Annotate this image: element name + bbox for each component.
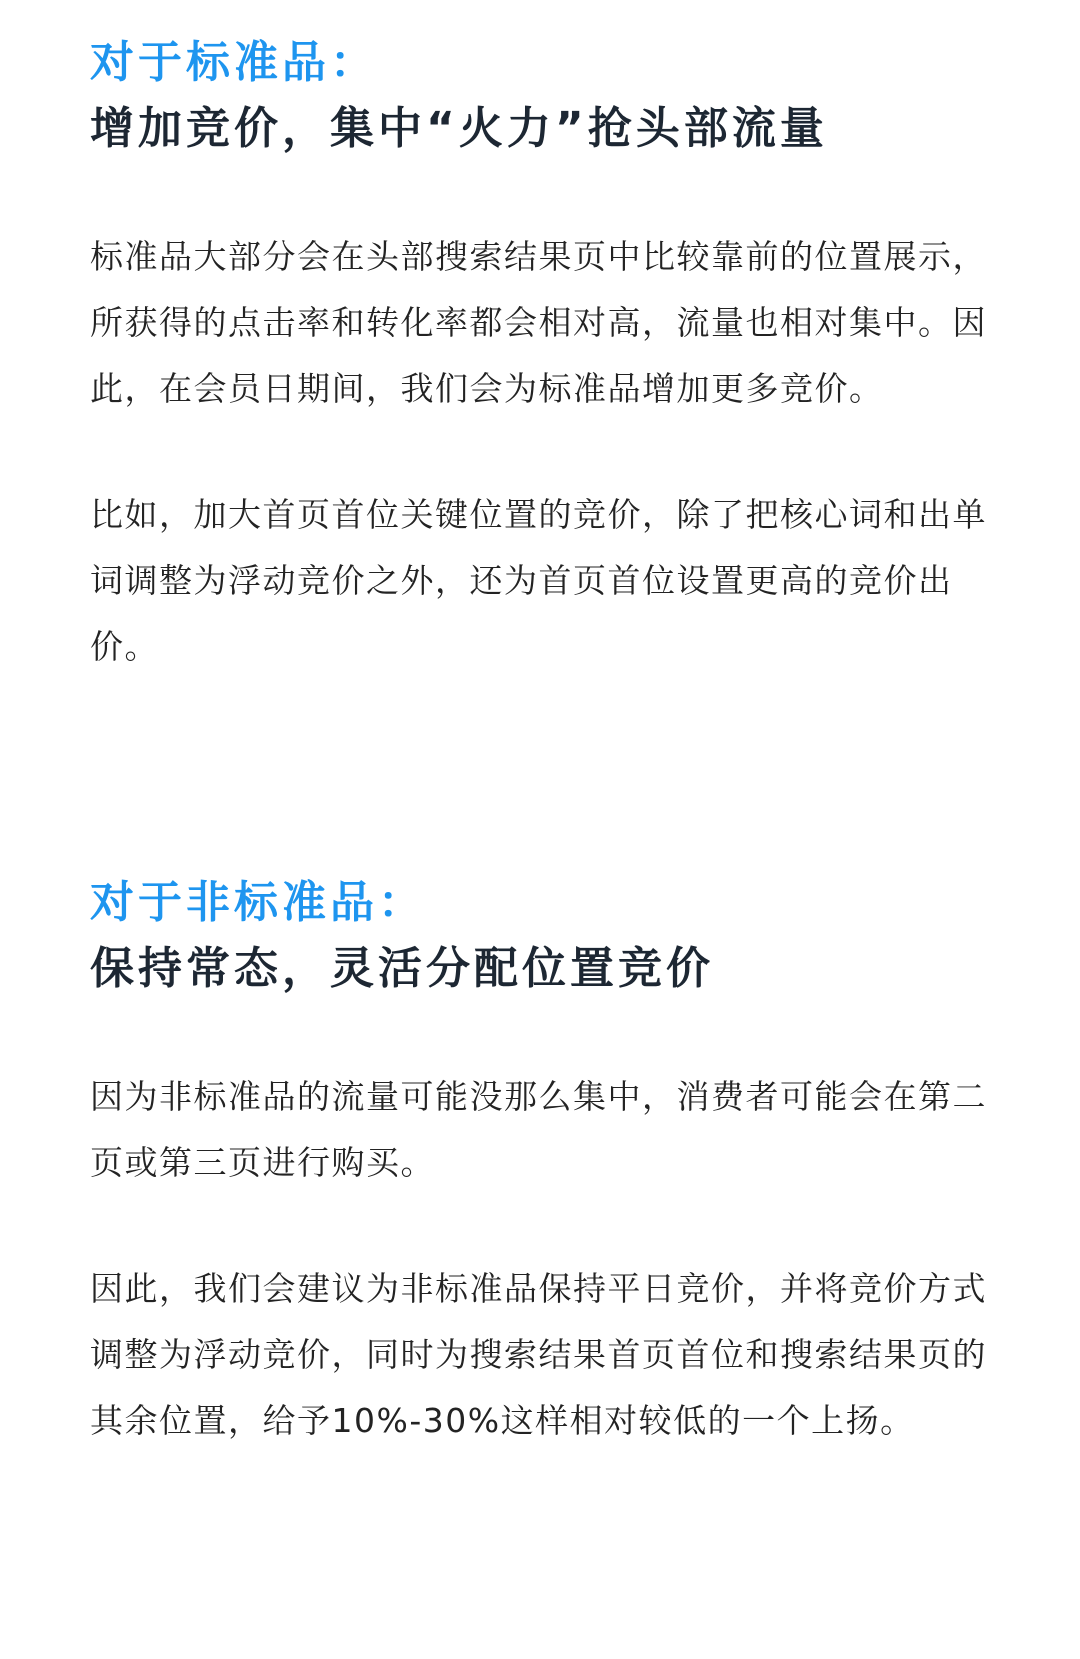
section-kicker: 对于标准品： — [90, 37, 378, 88]
body-paragraph: 比如，加大首页首位关键位置的竞价，除了把核心词和出单词调整为浮动竞价之外，还为首页首位设置更高的竞价出价。 — [90, 495, 987, 666]
body-paragraph: 标准品大部分会在头部搜索结果页中比较靠前的位置展示，所获得的点击率和转化率都会相对高，流量也相对集中。因此，在会员日期间，我们会为标准品增加更多竞价。 — [90, 237, 987, 408]
section-non-standard-products — [90, 870, 1010, 1454]
section-kicker: 对于非标准品： — [90, 877, 426, 928]
body-paragraph: 因此，我们会建议为非标准品保持平日竞价，并将竞价方式调整为浮动竞价，同时为搜索结果首页首位和搜索结果页的其余位置，给予10%-30%这样相对较低的一个上扬。 — [90, 1269, 987, 1440]
section-headline: 增加竞价，集中“火力”抢头部流量 — [90, 103, 828, 154]
body-paragraph: 因为非标准品的流量可能没那么集中，消费者可能会在第二页或第三页进行购买。 — [90, 1077, 987, 1182]
section-standard-products — [90, 30, 1010, 680]
section-headline: 保持常态，灵活分配位置竞价 — [90, 943, 714, 994]
